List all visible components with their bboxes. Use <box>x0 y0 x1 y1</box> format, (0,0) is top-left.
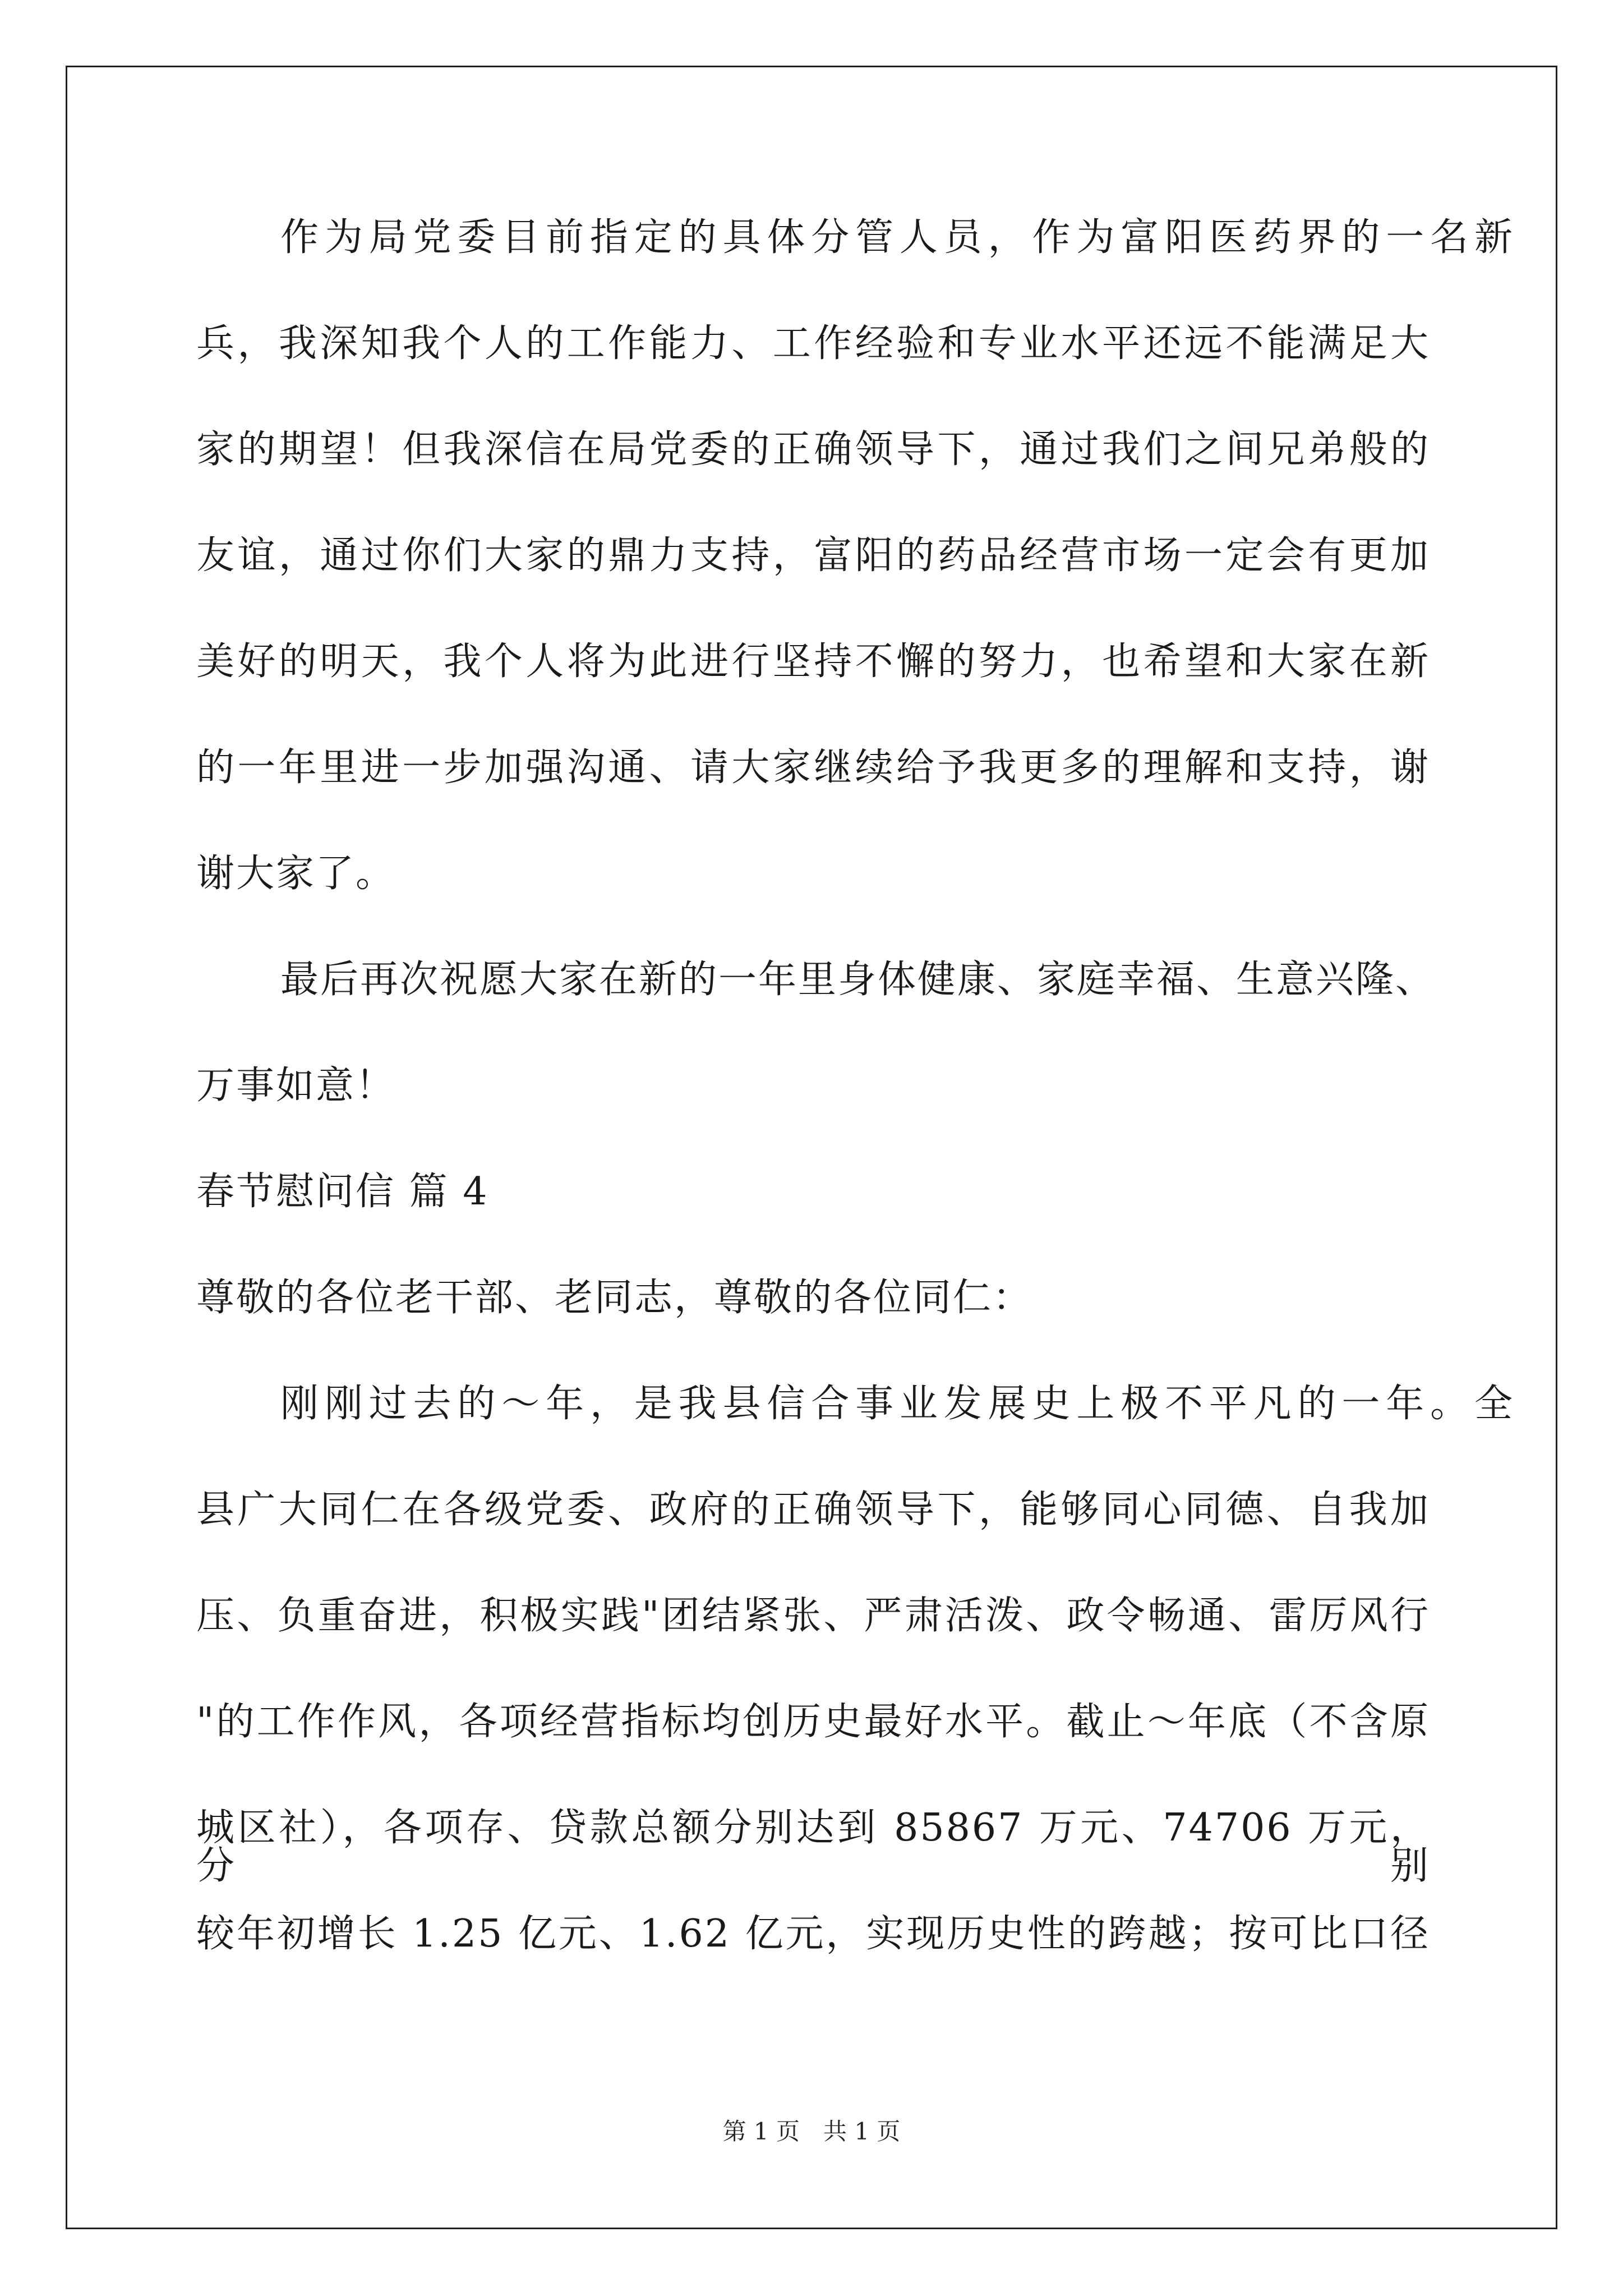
paragraph-line: 美好的明天，我个人将为此进行坚持不懈的努力，也希望和大家在新 <box>196 639 1430 684</box>
paragraph-line: 的一年里进一步加强沟通、请大家继续给予我更多的理解和支持，谢 <box>196 746 1430 790</box>
paragraph-line: 压、负重奋进，积极实践"团结紧张、严肃活泼、政令畅通、雷厉风行 <box>196 1594 1430 1638</box>
paragraph-line: 城区社），各项存、贷款总额分别达到 85867 万元、74706 万元，分别 <box>196 1806 1430 1888</box>
paragraph-line: 刚刚过去的～年，是我县信合事业发展史上极不平凡的一年。全 <box>280 1382 1514 1426</box>
paragraph-line: 最后再次祝愿大家在新的一年里身体健康、家庭幸福、生意兴隆、 <box>280 958 1436 1002</box>
paragraph-line: 谢大家了。 <box>196 852 396 896</box>
section-heading: 春节慰问信 篇 4 <box>196 1170 489 1214</box>
paragraph-line: 较年初增长 1.25 亿元、1.62 亿元，实现历史性的跨越；按可比口径 <box>196 1912 1430 1956</box>
paragraph-line: "的工作作风，各项经营指标均创历史最好水平。截止～年底（不含原 <box>196 1700 1430 1744</box>
paragraph-line: 友谊，通过你们大家的鼎力支持，富阳的药品经营市场一定会有更加 <box>196 533 1430 578</box>
document-body <box>196 215 1514 2021</box>
paragraph-line: 作为局党委目前指定的具体分管人员，作为富阳医药界的一名新 <box>280 215 1514 260</box>
paragraph-line: 万事如意！ <box>196 1064 396 1108</box>
salutation: 尊敬的各位老干部、老同志，尊敬的各位同仁： <box>196 1276 1033 1320</box>
paragraph-line: 县广大同仁在各级党委、政府的正确领导下，能够同心同德、自我加 <box>196 1488 1430 1532</box>
page-footer: 第 1 页 共 1 页 <box>722 2118 901 2145</box>
paragraph-line: 家的期望！但我深信在局党委的正确领导下，通过我们之间兄弟般的 <box>196 427 1430 472</box>
paragraph-line: 兵，我深知我个人的工作能力、工作经验和专业水平还远不能满足大 <box>196 321 1430 366</box>
